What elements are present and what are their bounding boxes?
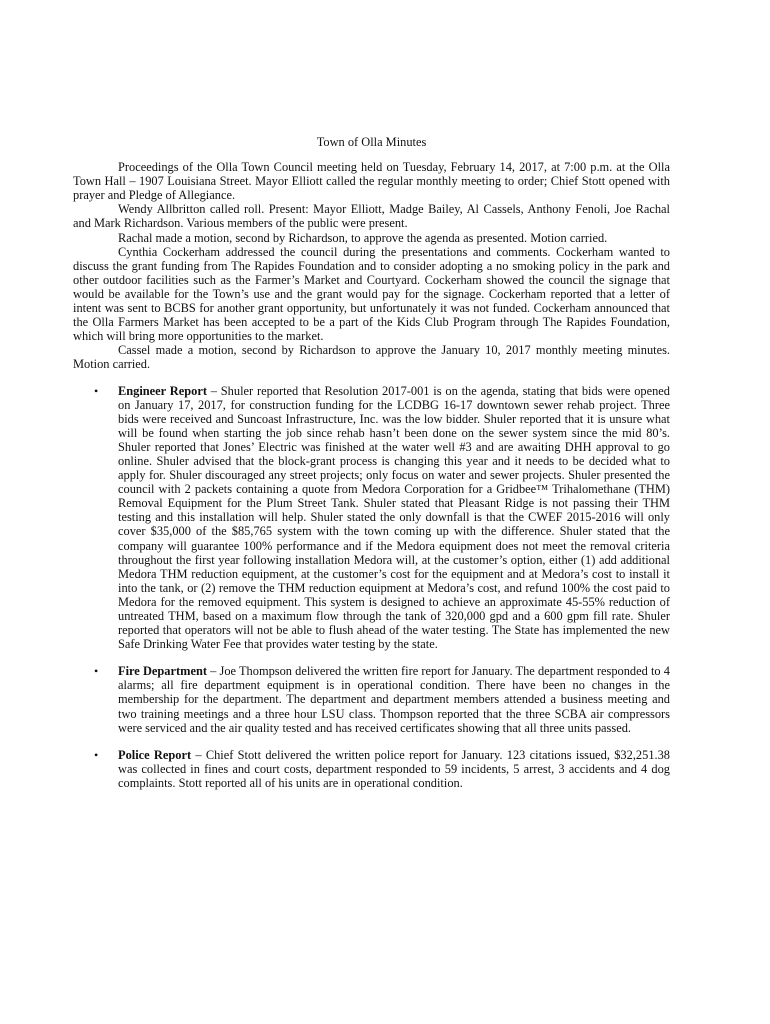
report-text: – Joe Thompson delivered the written fire report for January. The department responded to 4 alarms; all fire department equipment is in operational condition. There have been no changes in the membership for the department. The department and department members attended a business meeting and two training meetings and a three hour LSU class. Thompson reported that the three SCBA air compressors were serviced and the air quality tested and has received certificates showing that all three units passed. bbox=[118, 664, 670, 735]
bullet-icon: • bbox=[94, 383, 99, 398]
report-text: – Chief Stott delivered the written police report for January. 123 citations issued, $32,251.38 was collected in fines and court costs, department responded to 59 incidents, 5 arrest, 3 accidents and 4 dog complaints. Stott reported all of his units are in operational condition. bbox=[118, 747, 670, 790]
report-text: – Shuler reported that Resolution 2017-001 is on the agenda, stating that bids were opened on January 17, 2017, for construction funding for the LCDBG 16-17 downtown sewer rehab project. Three bids were received and Suncoast Infrastructure, Inc. was the low bidder. Shuler reported that it is unsure what will be found when starting the job since rehab hasn’t been done on the sewer system since the mid 80’s. Shuler reported that Jones’ Electric was finished at the water well #3 and are awaiting DHH approval to go online. Shuler advised that the block-grant process is changing this year and it needs to be decided what to apply for. Shuler discouraged any street projects; only focus on water and sewer projects. Shuler presented the council with 2 packets containing a quote from Medora Corporation for a Gridbee™ Trihalomethane (THM) Removal Equipment for the Plum Street Tank. Shuler stated that Pleasant Ridge is not passing their THM testing and this installation will help. Shuler stated the only downfall is that the CWEF 2015-2016 will only cover $35,000 of the $85,765 system with the town coming up with the difference. Shuler stated that the company will guarantee 100% performance and if the Medora equipment does not meet the removal criteria throughout the first year following installation Medora will, at the customer’s option, either (1) add additional Medora THM reduction equipment, at the customer’s cost for the equipment and at Medora’s cost to install it into the tank, or (2) remove the THM reduction equipment at Medora’s cost, and refund 100% the cost paid to Medora for the removed equipment. This system is designed to achieve an approximate 45-55% reduction of untreated THM, based on a maximum flow through the tank of 320,000 gpd and a 600 gpm fill rate. Shuler reported that operators will not be able to flush ahead of the water testing. The State has implemented the new Safe Drinking Water Fee that provides water testing by the state. bbox=[118, 383, 670, 652]
report-title: Fire Department bbox=[118, 664, 207, 679]
report-title: Engineer Report bbox=[118, 383, 207, 398]
paragraph-roll-call: Wendy Allbritton called roll. Present: Mayor Elliott, Madge Bailey, Al Cassels, Anthony Fenoli, Joe Rachal and Mark Richardson. Various members of the public were present. bbox=[73, 202, 670, 231]
report-engineer bbox=[73, 384, 670, 652]
reports-list bbox=[73, 384, 670, 791]
report-fire-department bbox=[73, 664, 670, 734]
document-title: Town of Olla Minutes bbox=[316, 135, 427, 149]
paragraph-proceedings: Proceedings of the Olla Town Council meeting held on Tuesday, February 14, 2017, at 7:00 p.m. at the Olla Town Hall – 1907 Louisiana Street. Mayor Elliott called the regular monthly meeting to order; Chief Stott opened with prayer and Pledge of Allegiance. bbox=[73, 160, 670, 203]
paragraph-agenda-motion: Rachal made a motion, second by Richardson, to approve the agenda as presented. Motion carried. bbox=[118, 230, 608, 245]
report-police bbox=[73, 748, 670, 790]
bullet-icon: • bbox=[94, 747, 99, 762]
bullet-icon: • bbox=[94, 664, 99, 679]
paragraph-cockerham: Cynthia Cockerham addressed the council during the presentations and comments. Cockerham wanted to discuss the grant funding from The Rapides Foundation and to consider adopting a no smoking policy in the park and other outdoor facilities such as the Farmer’s Market and Courtyard. Cockerham showed the council the signage that would be available for the Town’s use and the grant would pay for the signage. Cockerham reported that a letter of intent was sent to BCBS for another grant opportunity, but unfortunately it was not funded. Cockerham announced that the Olla Farmers Market has been accepted to be a part of the Kids Club Program through The Rapides Foundation, which will bring more opportunities to the market. bbox=[73, 244, 670, 344]
report-title: Police Report bbox=[118, 747, 192, 762]
paragraph-minutes-motion: Cassel made a motion, second by Richardson to approve the January 10, 2017 monthly meeting minutes. Motion carried. bbox=[73, 343, 670, 372]
document-page bbox=[73, 135, 670, 803]
